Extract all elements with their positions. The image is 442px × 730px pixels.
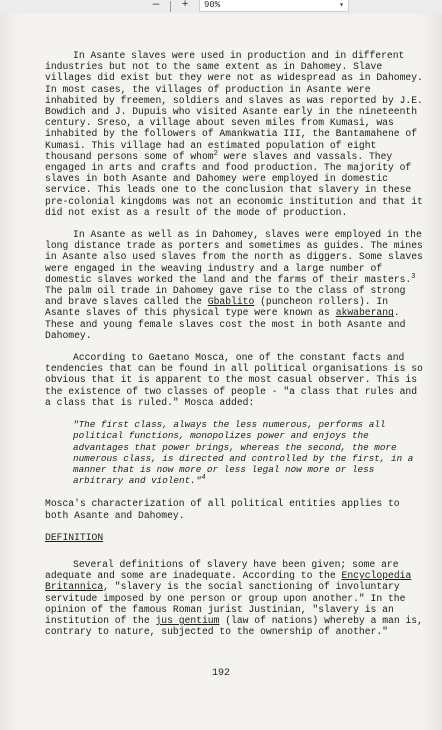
section-heading: DEFINITION bbox=[45, 531, 104, 543]
term-akwaberang: akwaberang bbox=[335, 307, 394, 319]
page-number: 192 bbox=[211, 668, 230, 679]
paragraph-1 bbox=[45, 50, 427, 218]
paragraph-1-text: In Asante slaves were used in production and in different industries but not to the same extent as in Dahomey. Slave villages did exist but they were not as widespread as in Dahomey. In most cases, the villages of production in Asante were inhabited by freemen, soldiers and slaves as was reported by J.E. Bowdich and J. Dupuis who visited Asante early in the nineteenth century. Sreso, a village about seven miles from Kumasi, was inhabited by the followers of Amankwatia III, the Bantamahene of Kumasi. This village had an estimated population of eight thousand persons some of whom bbox=[45, 50, 423, 162]
footnote-ref-3: 3 bbox=[411, 272, 416, 281]
chevron-down-icon: ▾ bbox=[339, 1, 344, 10]
block-quote bbox=[73, 419, 427, 486]
document-page bbox=[0, 14, 442, 730]
paragraph-4-text: Mosca's characterization of all political entities applies to both Asante and Dahomey. bbox=[45, 498, 400, 521]
footnote-ref-2: 2 bbox=[213, 149, 218, 158]
zoom-controls bbox=[148, 0, 349, 12]
paragraph-4 bbox=[45, 498, 427, 520]
zoom-in-button[interactable]: + bbox=[181, 0, 189, 11]
paragraph-2-text-a: In Asante as well as in Dahomey, slaves were employed in the long distance trade as porters and sometimes as guides. The mines in Asante also used slaves from the north as diggers. Some slaves were engaged in the weaving industry and a large number of domestic slaves worked the land and the farms of their masters. bbox=[45, 229, 423, 285]
paragraph-2-text-c: (puncheon rollers). In Asante slaves of this physical type were known as bbox=[45, 296, 389, 319]
footnote-ref-4: 4 bbox=[201, 474, 206, 483]
block-quote-text: "The first class, always the less numerous, performs all political functions, monopolizes power and enjoys the advantages that power brings, whereas the second, the more numerous class, is directed and controlled by the first, in a manner that is now more or less legal now more or less arbitrary and violent." bbox=[73, 419, 414, 487]
zoom-level-value: 90% bbox=[204, 0, 221, 10]
term-jus-gentium: jus gentium bbox=[155, 614, 220, 626]
paragraph-2 bbox=[45, 229, 427, 341]
paragraph-3 bbox=[45, 352, 427, 408]
zoom-out-button[interactable]: — bbox=[152, 0, 160, 11]
paragraph-1-rest: were slaves and vassals. They engaged in arts and crafts and food production. The majority of slaves in both Asante and Dahomey were employed in domestic service. This leads one to the conclusion that slavery in these pre-colonial kingdoms was not an economic institution and that it did not exist as a result of the mode of production. bbox=[45, 150, 423, 218]
paragraph-2-text-b: The palm oil trade in Dahomey gave rise to the class of strong and brave slaves called the bbox=[45, 285, 406, 308]
term-encyclopedia-britannica: Encyclopedia Britannica bbox=[45, 570, 412, 593]
paragraph-5-text-c: (law of nations) whereby a man is, contrary to nature, subjected to the ownership of another." bbox=[45, 614, 423, 638]
paragraph-5 bbox=[45, 559, 427, 637]
paragraph-2-text-d: . These and young female slaves cost the most in both Asante and Dahomey. bbox=[45, 307, 406, 341]
paragraph-5-text-a: Several definitions of slavery have been given; some are adequate and some are inadequate. According to the bbox=[45, 558, 399, 582]
page-text bbox=[45, 50, 427, 648]
zoom-toolbar bbox=[0, 0, 442, 14]
paragraph-5-text-b: , "slavery is the social sanctioning of involuntary servitude imposed by one person or group upon another." In the opinion of the famous Roman jurist Justinian, "slavery is an institution of the bbox=[45, 581, 406, 626]
zoom-level-select[interactable] bbox=[199, 0, 349, 12]
term-gbablito: Gbablito bbox=[207, 296, 255, 308]
paragraph-3-text: According to Gaetano Mosca, one of the constant facts and tendencies that can be found in all political organisations is so obvious that it is apparent to the most casual observer. This is the existence of two classes of people - "a class that rules and a class that is ruled." Mosca added: bbox=[45, 352, 423, 408]
toolbar-divider bbox=[170, 1, 171, 12]
